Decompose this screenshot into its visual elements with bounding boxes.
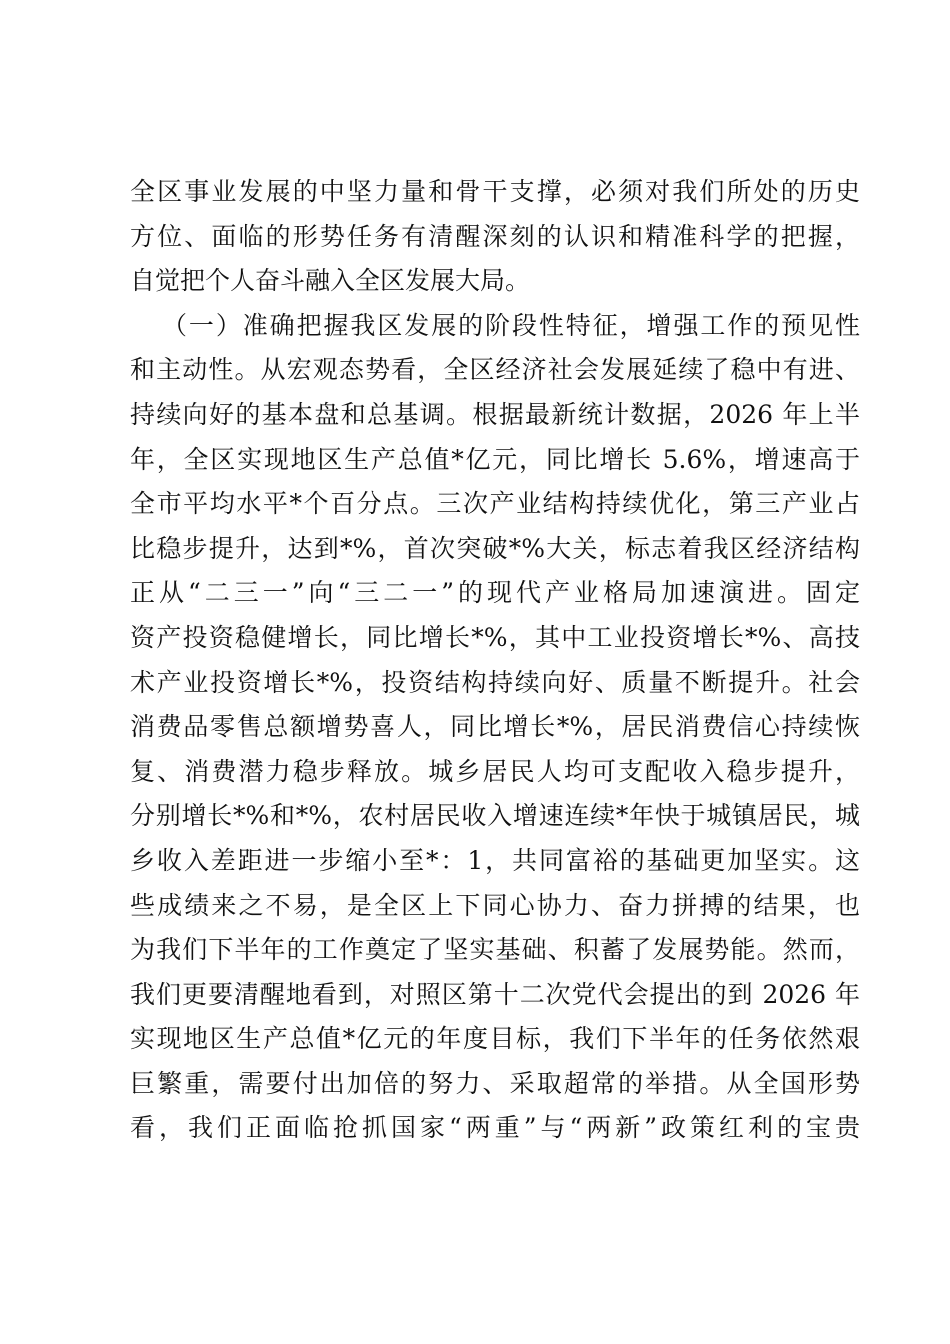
text-line: 为我们下半年的工作奠定了坚实基础、积蓄了发展势能。然而， bbox=[130, 935, 860, 965]
text-line: 全区事业发展的中坚力量和骨干支撑，必须对我们所处的历史 bbox=[130, 177, 860, 206]
text-line: 我们更要清醒地看到，对照区第十二次党代会提出的到 2026 年 bbox=[130, 979, 860, 1009]
text-line: 实现地区生产总值*亿元的年度目标，我们下半年的任务依然艰 bbox=[130, 1024, 860, 1054]
text-line: 乡收入差距进一步缩小至*：1，共同富裕的基础更加坚实。这 bbox=[130, 845, 860, 875]
text-line: 分别增长*%和*%，农村居民收入增速连续*年快于城镇居民，城 bbox=[130, 801, 860, 831]
text-line: 些成绩来之不易，是全区上下同心协力、奋力拼搏的结果，也 bbox=[130, 890, 860, 920]
text-line: 复、消费潜力稳步释放。城乡居民人均可支配收入稳步提升， bbox=[130, 756, 860, 786]
text-line: 看，我们正面临抢抓国家“两重”与“两新”政策红利的宝贵 bbox=[130, 1113, 860, 1143]
text-line: 全市平均水平*个百分点。三次产业结构持续优化，第三产业占 bbox=[130, 489, 860, 519]
text-line: 和主动性。从宏观态势看，全区经济社会发展延续了稳中有进、 bbox=[130, 355, 860, 385]
text-line: 术产业投资增长*%，投资结构持续向好、质量不断提升。社会 bbox=[130, 667, 860, 697]
body-text bbox=[130, 170, 860, 1151]
text-line: 资产投资稳健增长，同比增长*%，其中工业投资增长*%、高技 bbox=[130, 622, 860, 652]
text-line: 方位、面临的形势任务有清醒深刻的认识和精准科学的把握， bbox=[130, 221, 860, 251]
text-line: 比稳步提升，达到*%，首次突破*%大关，标志着我区经济结构 bbox=[130, 533, 860, 563]
text-line: 巨繁重，需要付出加倍的努力、采取超常的举措。从全国形势 bbox=[130, 1068, 860, 1098]
text-line: 消费品零售总额增势喜人，同比增长*%，居民消费信心持续恢 bbox=[130, 712, 860, 742]
section-heading-line: （一）准确把握我区发展的阶段性特征，增强工作的预见性 bbox=[162, 310, 860, 340]
text-line: 持续向好的基本盘和总基调。根据最新统计数据，2026 年上半 bbox=[130, 399, 860, 429]
text-line: 年，全区实现地区生产总值*亿元，同比增长 5.6%，增速高于 bbox=[130, 444, 860, 474]
text-line: 自觉把个人奋斗融入全区发展大局。 bbox=[130, 266, 531, 296]
text-line: 正从“二三一”向“三二一”的现代产业格局加速演进。固定 bbox=[130, 578, 860, 608]
